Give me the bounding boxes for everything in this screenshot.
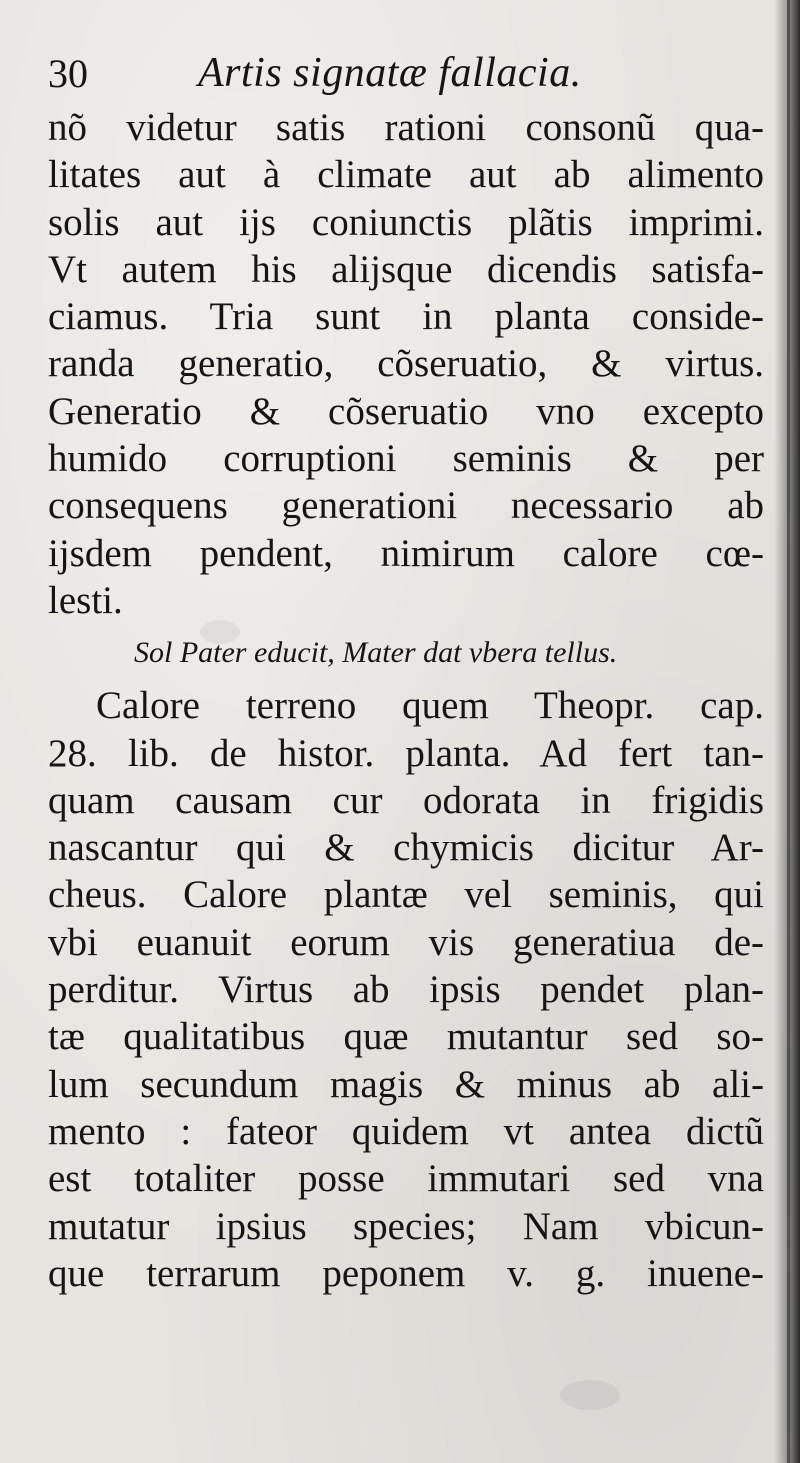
text-line: lum secundum magis & minus ab ali- [48, 1062, 764, 1106]
text-line: ijsdem pendent, nimirum calore cœ- [48, 531, 764, 575]
text-line: nõ videtur satis rationi consonũ qua- [48, 106, 764, 149]
text-line: tæ qualitatibus quæ mutantur sed so- [48, 1015, 764, 1059]
text-line: humido corruptioni seminis & per [48, 437, 764, 481]
text-line: mutatur ipsius species; Nam vbicun- [48, 1204, 764, 1248]
text-line: Generatio & cõseruatio vno excepto [48, 389, 764, 433]
text-line: Calore terreno quem Theopr. cap. [96, 684, 764, 728]
text-line: perditur. Virtus ab ipsis pendet plan- [48, 968, 764, 1012]
page-number: 30 [48, 51, 88, 96]
text-line: 28. lib. de histor. planta. Ad fert tan- [48, 731, 764, 775]
text-line: vbi euanuit eorum vis generatiua de- [48, 920, 764, 964]
text-line: cheus. Calore plantæ vel seminis, qui [48, 873, 764, 917]
verse-quotation: Sol Pater educit, Mater dat vbera tellus. [134, 636, 618, 670]
text-line: ciamus. Tria sunt in planta conside- [48, 295, 764, 339]
text-line: mento : fateor quidem vt antea dictũ [48, 1109, 764, 1153]
text-line: quam causam cur odorata in frigidis [48, 778, 764, 822]
text-line: lesti. [48, 578, 123, 622]
text-line: litates aut à climate aut ab alimento [48, 153, 764, 197]
paper-stain [560, 1380, 620, 1410]
text-line: est totaliter posse immutari sed vna [48, 1157, 764, 1201]
body-text [48, 104, 764, 1297]
text-line: que terrarum peponem v. g. inuene- [48, 1251, 764, 1295]
text-line: consequens generationi necessario ab [48, 484, 764, 528]
text-line: solis aut ijs coniunctis plãtis imprimi. [48, 200, 764, 244]
page-header [48, 50, 748, 100]
running-title: Artis signatæ fallacia. [198, 50, 582, 96]
text-line: nascantur qui & chymicis dicitur Ar- [48, 826, 764, 870]
page-binding-line [787, 0, 790, 1463]
text-line: Vt autem his alijsque dicendis satisfa- [48, 247, 764, 291]
text-line: randa generatio, cõseruatio, & virtus. [48, 342, 764, 386]
